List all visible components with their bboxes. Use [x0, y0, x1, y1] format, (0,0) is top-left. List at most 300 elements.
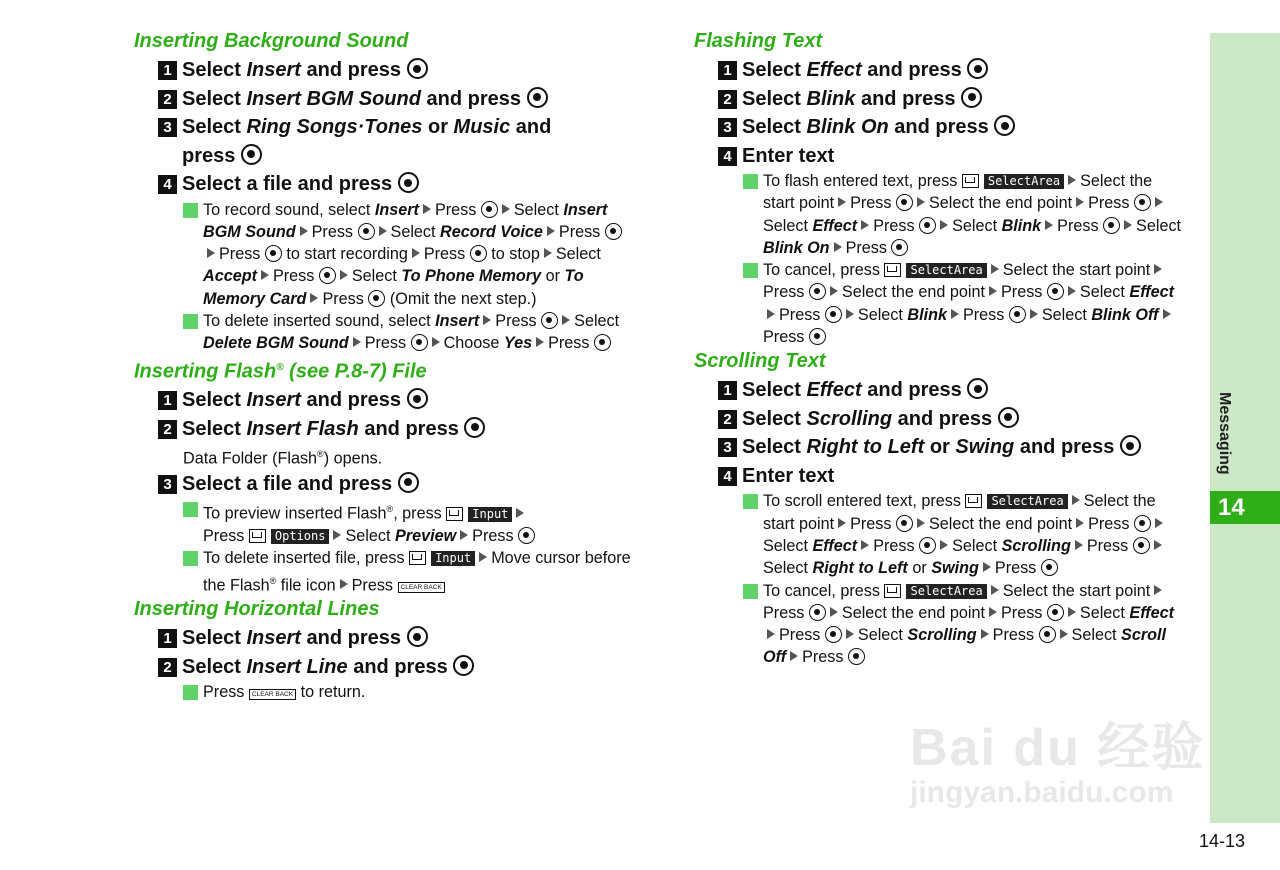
- step-1: [134, 386, 634, 415]
- note-text: Choose: [443, 334, 500, 353]
- softkey-selectarea-label: SelectArea: [906, 263, 986, 278]
- step-text: and press: [867, 59, 962, 81]
- step-text: and press: [306, 627, 402, 650]
- note-text: Select: [1079, 603, 1125, 622]
- arrow-icon: [917, 518, 925, 528]
- note-text: Press: [779, 626, 821, 645]
- note-bullet-icon: [743, 584, 758, 599]
- note-text: Press: [203, 683, 245, 702]
- arrow-icon: [1124, 220, 1132, 230]
- center-key-icon: [358, 223, 375, 240]
- step-text: Select: [182, 389, 241, 412]
- center-key-icon: [407, 626, 428, 647]
- step-4: [694, 462, 1184, 491]
- step-number: 3: [718, 118, 737, 137]
- arrow-icon: [989, 607, 997, 617]
- menu-item-name: Insert BGM Sound: [203, 200, 608, 241]
- note-text: Press: [962, 305, 1005, 324]
- page-number: 14-13: [1199, 831, 1246, 851]
- arrow-icon: [861, 220, 869, 230]
- note-text: before the Flash: [203, 549, 631, 595]
- center-key-icon: [1039, 626, 1056, 643]
- arrow-icon: [300, 226, 308, 236]
- note-text: Select: [1136, 216, 1182, 235]
- note-text: Select: [345, 527, 391, 546]
- arrow-icon: [846, 309, 854, 319]
- center-key-icon: [470, 245, 487, 262]
- step-text: Select a file and press: [182, 173, 393, 195]
- note-text: Select: [1079, 283, 1125, 302]
- center-key-icon: [825, 306, 842, 323]
- menu-item-name: Effect: [1129, 603, 1175, 622]
- menu-item-name: Effect: [1129, 283, 1175, 302]
- softkey-options-label: Options: [271, 529, 330, 544]
- note-text: Press: [434, 200, 477, 219]
- step-number: 3: [158, 475, 177, 494]
- arrow-icon: [379, 226, 387, 236]
- note-text: Select: [952, 536, 998, 555]
- step-text: Select: [182, 417, 241, 440]
- center-key-icon: [407, 388, 428, 409]
- note-text: Press: [322, 289, 364, 308]
- note-text: Select the end point: [841, 283, 985, 302]
- center-key-icon: [368, 290, 385, 307]
- menu-item-name: Scrolling: [806, 407, 893, 430]
- step-2: [134, 415, 634, 444]
- arrow-icon: [790, 651, 798, 661]
- arrow-icon: [516, 508, 524, 518]
- note-text: To cancel, press: [763, 261, 880, 280]
- step-text: and press: [353, 655, 448, 678]
- note-text: Select: [952, 216, 998, 235]
- center-key-icon: [411, 334, 428, 351]
- left-column: [134, 28, 634, 704]
- center-key-icon: [594, 334, 611, 351]
- step-3: [694, 433, 1184, 462]
- step-text: press: [182, 144, 236, 167]
- note-text: Press: [1001, 603, 1043, 622]
- arrow-icon: [1068, 286, 1076, 296]
- note-text: file icon: [280, 576, 336, 595]
- arrow-icon: [1155, 518, 1163, 528]
- arrow-icon: [340, 270, 348, 280]
- arrow-icon: [1060, 629, 1068, 639]
- note-text: Press: [994, 559, 1037, 578]
- arrow-icon: [1155, 197, 1163, 207]
- arrow-icon: [483, 315, 491, 325]
- note-text: Press: [311, 222, 354, 241]
- step-text: and press: [306, 59, 402, 81]
- arrow-icon: [1045, 220, 1053, 230]
- arrow-icon: [536, 337, 544, 347]
- note-text: To delete inserted sound, select: [203, 311, 431, 330]
- step-text: Select: [182, 627, 241, 650]
- arrow-icon: [940, 540, 948, 550]
- arrow-icon: [830, 607, 838, 617]
- center-key-icon: [809, 283, 826, 300]
- center-key-icon: [967, 58, 988, 79]
- note-text: Select: [1083, 492, 1129, 511]
- menu-item-name: Delete BGM Sound: [203, 334, 349, 353]
- note-text: Select the end point: [841, 603, 985, 622]
- watermark-logo: Bai du 经验: [910, 719, 1206, 777]
- step-number: 2: [718, 410, 737, 429]
- step-text: Select: [742, 59, 801, 81]
- step-text: and press: [897, 407, 993, 430]
- note-text: to stop: [491, 245, 540, 264]
- mail-key-icon: [249, 529, 266, 543]
- arrow-icon: [1072, 495, 1080, 505]
- mail-key-icon: [962, 174, 979, 188]
- clear-key-icon: CLEAR BACK: [249, 689, 296, 700]
- note-bullet-icon: [743, 263, 758, 278]
- menu-item-name: Yes: [503, 334, 533, 353]
- step-1: [694, 56, 1184, 85]
- note-text: Press: [472, 527, 514, 546]
- center-key-icon: [1009, 306, 1026, 323]
- step-2: [134, 653, 634, 682]
- arrow-icon: [991, 264, 999, 274]
- step-text: Select: [182, 59, 241, 81]
- step-1: [134, 56, 634, 85]
- arrow-icon: [951, 309, 959, 319]
- softkey-selectarea-label: SelectArea: [906, 584, 986, 599]
- arrow-icon: [838, 197, 846, 207]
- section-title-flashing-text: Flashing Text: [694, 30, 823, 52]
- step-2: [694, 85, 1184, 114]
- step-text: and press: [364, 417, 459, 440]
- menu-item-name: Right to Left: [806, 436, 925, 459]
- note-text: ) opens.: [323, 449, 383, 468]
- arrow-icon: [1068, 607, 1076, 617]
- center-key-icon: [998, 407, 1019, 428]
- step-text: and press: [867, 379, 962, 402]
- note-text: Select: [351, 267, 397, 286]
- arrow-icon: [917, 197, 925, 207]
- menu-item-name: Scrolling: [907, 626, 977, 645]
- step-number: 3: [718, 438, 737, 457]
- note-text: Data Folder (Flash: [183, 449, 318, 468]
- step-number: 2: [718, 90, 737, 109]
- note-text: Select: [763, 536, 808, 555]
- section-title-background-sound: Inserting Background Sound: [134, 30, 409, 52]
- note-text: Press: [1088, 514, 1130, 533]
- note-text: or: [912, 559, 927, 578]
- note-text: to return.: [300, 683, 366, 702]
- center-key-icon: [605, 223, 622, 240]
- mail-key-icon: [884, 584, 901, 598]
- step-text: and press: [860, 87, 956, 110]
- section-title-horizontal-lines: Inserting Horizontal Lines: [134, 598, 380, 621]
- step-text: Enter text: [742, 144, 835, 167]
- center-key-icon: [825, 626, 842, 643]
- title-text: (see P.8-7) File: [283, 360, 427, 383]
- note-text: Select: [763, 216, 808, 235]
- step-text: or: [929, 436, 950, 459]
- menu-item-name: Record: [440, 222, 496, 241]
- note-text: Press: [364, 334, 407, 353]
- arrow-icon: [340, 579, 348, 589]
- section-title-flash: [134, 355, 634, 385]
- menu-item-name: Swing: [931, 559, 979, 578]
- chapter-number: 14: [1210, 491, 1280, 524]
- menu-item-name: Blink On: [763, 238, 830, 257]
- note-text: Press: [558, 222, 601, 241]
- center-key-icon: [265, 245, 282, 262]
- softkey-input-label: Input: [431, 551, 475, 566]
- note-text: start point: [763, 514, 835, 533]
- arrow-icon: [547, 226, 555, 236]
- arrow-icon: [834, 242, 842, 252]
- center-key-icon: [518, 527, 535, 544]
- note-text: Select: [1041, 305, 1087, 324]
- menu-item-name: Insert: [435, 311, 480, 330]
- mail-key-icon: [884, 263, 901, 277]
- arrow-icon: [1076, 518, 1084, 528]
- registered-mark: ®: [386, 504, 394, 515]
- step-text: Select: [182, 87, 241, 110]
- step-2: [134, 85, 634, 114]
- menu-item-name: Insert: [246, 389, 301, 412]
- center-key-icon: [527, 87, 548, 108]
- note-text: Press: [992, 626, 1035, 645]
- note-text: Press: [779, 305, 821, 324]
- note-text: start point: [763, 194, 835, 213]
- note-text: Press: [548, 334, 590, 353]
- note-text: To delete inserted file, press: [203, 549, 405, 568]
- note-text: Press: [203, 527, 245, 546]
- center-key-icon: [1120, 435, 1141, 456]
- note-record-sound: [134, 199, 634, 310]
- note-text: Press: [1057, 216, 1099, 235]
- arrow-icon: [1163, 309, 1171, 319]
- center-key-icon: [1134, 515, 1151, 532]
- menu-item-name: Effect: [806, 59, 862, 81]
- center-key-icon: [848, 648, 865, 665]
- step-text: Select: [182, 116, 241, 138]
- note-bullet-icon: [183, 203, 198, 218]
- center-key-icon: [1134, 194, 1151, 211]
- step-text: and press: [426, 87, 521, 110]
- center-key-icon: [1133, 537, 1150, 554]
- note-text: Select: [555, 245, 601, 264]
- note-text: Press: [873, 536, 915, 555]
- flash-folder-opens: [134, 443, 634, 470]
- step-3: [134, 470, 634, 499]
- note-text: Move cursor: [491, 549, 581, 568]
- menu-item-name: Insert: [246, 627, 301, 650]
- step-number: 3: [158, 118, 177, 137]
- note-text: Press: [850, 514, 892, 533]
- step-number: 4: [158, 175, 177, 194]
- step-number: 1: [718, 381, 737, 400]
- arrow-icon: [460, 530, 468, 540]
- arrow-icon: [423, 204, 431, 214]
- note-preview-flash: [134, 498, 634, 547]
- center-key-icon: [967, 378, 988, 399]
- arrow-icon: [1075, 540, 1083, 550]
- note-cancel-scroll: [694, 580, 1184, 669]
- arrow-icon: [767, 309, 775, 319]
- registered-mark: ®: [269, 575, 277, 586]
- arrow-icon: [479, 552, 487, 562]
- note-bullet-icon: [183, 502, 198, 517]
- arrow-icon: [861, 540, 869, 550]
- note-return: [134, 681, 634, 703]
- menu-item-name: Blink Off: [1091, 305, 1159, 324]
- step-text: and press: [1019, 436, 1115, 459]
- menu-item-name: Ring Songs·Tones: [246, 116, 423, 138]
- chapter-label: Messaging: [1216, 392, 1233, 475]
- arrow-icon: [767, 629, 775, 639]
- note-text: Press: [272, 267, 315, 286]
- step-text: Select a file and press: [182, 472, 393, 495]
- watermark-url: jingyan.baidu.com: [910, 776, 1174, 809]
- arrow-icon: [991, 585, 999, 595]
- center-key-icon: [994, 115, 1015, 136]
- center-key-icon: [919, 217, 936, 234]
- note-delete-flash: [134, 547, 634, 596]
- step-text: Select: [182, 655, 241, 678]
- note-text: To preview inserted Flash: [203, 504, 387, 523]
- arrow-icon: [1154, 585, 1162, 595]
- registered-mark: ®: [276, 361, 284, 373]
- watermark: [910, 720, 1205, 810]
- right-column: [694, 28, 1184, 669]
- note-text: Select: [1071, 626, 1117, 645]
- arrow-icon: [544, 248, 552, 258]
- menu-item-name: Preview: [394, 527, 457, 546]
- arrow-icon: [261, 270, 269, 280]
- note-text: Press: [1088, 194, 1130, 213]
- step-text: and press: [306, 389, 402, 412]
- step-text: Enter text: [742, 464, 835, 487]
- menu-item-name: Insert: [374, 200, 419, 219]
- step-text: and press: [894, 116, 989, 138]
- step-number: 2: [158, 658, 177, 677]
- arrow-icon: [432, 337, 440, 347]
- center-key-icon: [961, 87, 982, 108]
- note-text: Press: [802, 648, 844, 667]
- step-text: and: [515, 116, 552, 138]
- arrow-icon: [981, 629, 989, 639]
- menu-item-name: Blink: [907, 305, 947, 324]
- step-1: [134, 624, 634, 653]
- step-4: [134, 170, 634, 199]
- center-key-icon: [919, 537, 936, 554]
- note-text: Select: [1080, 172, 1126, 190]
- center-key-icon: [809, 328, 826, 345]
- note-text: Select the start point: [1002, 261, 1151, 280]
- mail-key-icon: [446, 507, 463, 521]
- note-text: Select: [857, 305, 903, 324]
- menu-item-name: Effect: [812, 536, 858, 555]
- arrow-icon: [1154, 264, 1162, 274]
- note-text: Select: [390, 222, 436, 241]
- menu-item-name: Right to Left: [812, 559, 908, 578]
- center-key-icon: [241, 144, 262, 165]
- note-text: Press: [763, 283, 805, 302]
- step-number: 1: [718, 61, 737, 80]
- note-scroll-text: To scroll entered text, press SelectArea Select the start point Press Select the end point Press Select Effect Press Select Scrolling Press Select Right to Left or Swing Press: [694, 490, 1184, 579]
- menu-item-name: Insert: [246, 59, 301, 81]
- mail-key-icon: [409, 551, 426, 565]
- note-text: Press: [219, 245, 261, 264]
- menu-item-name: Effect: [812, 216, 858, 235]
- menu-item-name: Blink: [806, 87, 856, 110]
- arrow-icon: [1154, 540, 1162, 550]
- arrow-icon: [989, 286, 997, 296]
- menu-item-name: To Memory Card: [203, 267, 584, 308]
- center-key-icon: [1047, 604, 1064, 621]
- menu-item-name: Swing: [955, 436, 1015, 459]
- note-text: or: [545, 267, 560, 286]
- arrow-icon: [838, 518, 846, 528]
- arrow-icon: [940, 220, 948, 230]
- note-text: Select the end point: [928, 514, 1073, 533]
- center-key-icon: [1041, 559, 1058, 576]
- registered-mark: ®: [317, 449, 324, 460]
- menu-item-name: Accept: [203, 267, 257, 286]
- note-text: Press: [423, 245, 466, 264]
- menu-item-name: Scroll Off: [763, 626, 1167, 667]
- softkey-input-label: Input: [468, 507, 512, 522]
- note-text: Press: [1086, 536, 1129, 555]
- note-text: , press: [393, 504, 442, 523]
- arrow-icon: [502, 204, 510, 214]
- arrow-icon: [1076, 197, 1084, 207]
- center-key-icon: [896, 515, 913, 532]
- note-text: Press: [763, 603, 805, 622]
- arrow-icon: [846, 629, 854, 639]
- center-key-icon: [481, 201, 498, 218]
- arrow-icon: [830, 286, 838, 296]
- step-number: 4: [718, 147, 737, 166]
- arrow-icon: [1068, 175, 1076, 185]
- note-bullet-icon: [183, 551, 198, 566]
- mail-key-icon: [965, 494, 982, 508]
- step-text: Select: [742, 436, 801, 459]
- menu-item-name: Insert Flash: [246, 417, 359, 440]
- center-key-icon: [896, 194, 913, 211]
- menu-item-name: Scrolling: [1001, 536, 1071, 555]
- note-delete-sound: [134, 310, 634, 355]
- note-cancel-flash: [694, 259, 1184, 348]
- softkey-selectarea-label: SelectArea: [984, 174, 1064, 189]
- note-text: to start recording: [286, 245, 408, 264]
- menu-item-name: Blink On: [806, 116, 889, 138]
- center-key-icon: [319, 267, 336, 284]
- arrow-icon: [412, 248, 420, 258]
- menu-item-name: Insert Line: [246, 655, 348, 678]
- step-text: or: [427, 116, 448, 138]
- note-bullet-icon: [743, 494, 758, 509]
- note-text: Press: [873, 216, 915, 235]
- center-key-icon: [809, 604, 826, 621]
- note-text: Press: [495, 311, 537, 330]
- step-number: 1: [158, 629, 177, 648]
- clear-key-icon: CLEAR BACK: [398, 582, 445, 593]
- note-text: Press: [1001, 283, 1043, 302]
- note-text: Press: [845, 238, 887, 257]
- note-text: Press: [850, 194, 892, 213]
- note-text: (Omit the next step.): [389, 289, 537, 308]
- note-bullet-icon: [183, 314, 198, 329]
- center-key-icon: [1047, 283, 1064, 300]
- note-text: Select the start point: [1002, 581, 1151, 600]
- menu-item-name: Voice: [500, 222, 543, 241]
- menu-item-name: Music: [453, 116, 511, 138]
